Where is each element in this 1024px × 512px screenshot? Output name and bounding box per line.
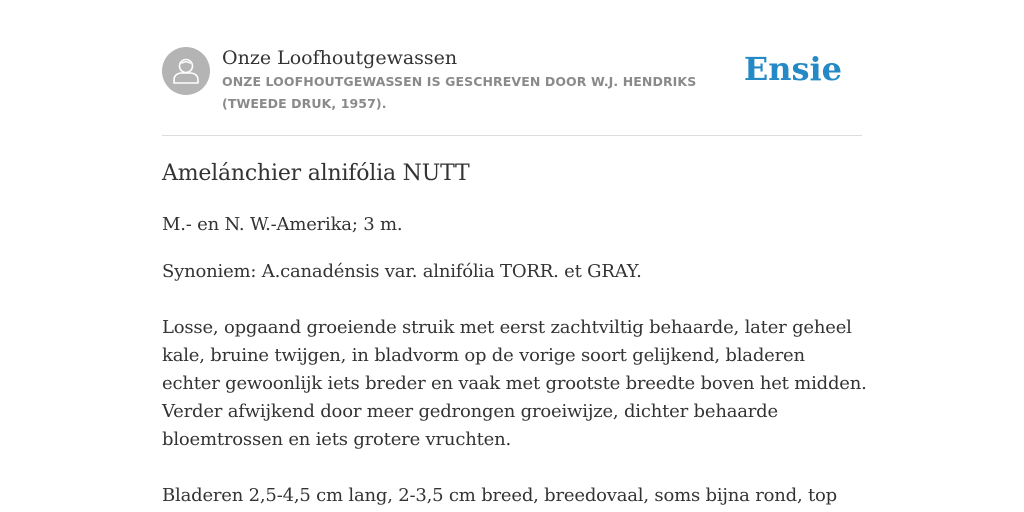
entry-content bbox=[162, 157, 867, 510]
ensie-logo[interactable]: Ensie bbox=[743, 50, 842, 88]
avatar bbox=[162, 47, 210, 95]
source-header bbox=[162, 45, 862, 135]
entry-synonym: Synoniem: A.canadénsis var. alnifólia TORR. et GRAY. bbox=[162, 261, 642, 282]
entry-leaves: Bladeren 2,5-4,5 cm lang, 2-3,5 cm breed, breedovaal, soms bijna rond, top bbox=[162, 485, 838, 506]
user-silhouette-icon bbox=[162, 47, 210, 95]
source-title[interactable]: Onze Loofhoutgewassen bbox=[222, 47, 458, 69]
entry-description: Losse, opgaand groeiende struik met eerst zachtviltig behaarde, later geheel kale, bruine twijgen, in bladvorm op de vorige soort gelijkend, bladeren echter gewoonlijk iets breder en vaak met grootste breedte boven het midden. Verder afwijkend door meer gedrongen groeiwijze, dichter behaarde bloemtrossen en iets grotere vruchten. bbox=[162, 317, 867, 450]
source-description: ONZE LOOFHOUTGEWASSEN IS GESCHREVEN DOOR W.J. HENDRIKS (TWEEDE DRUK, 1957). bbox=[222, 74, 697, 111]
header-divider bbox=[162, 135, 862, 136]
entry-title: Amelánchier alnifólia NUTT bbox=[162, 161, 470, 186]
entry-meta: M.- en N. W.-Amerika; 3 m. bbox=[162, 214, 403, 235]
